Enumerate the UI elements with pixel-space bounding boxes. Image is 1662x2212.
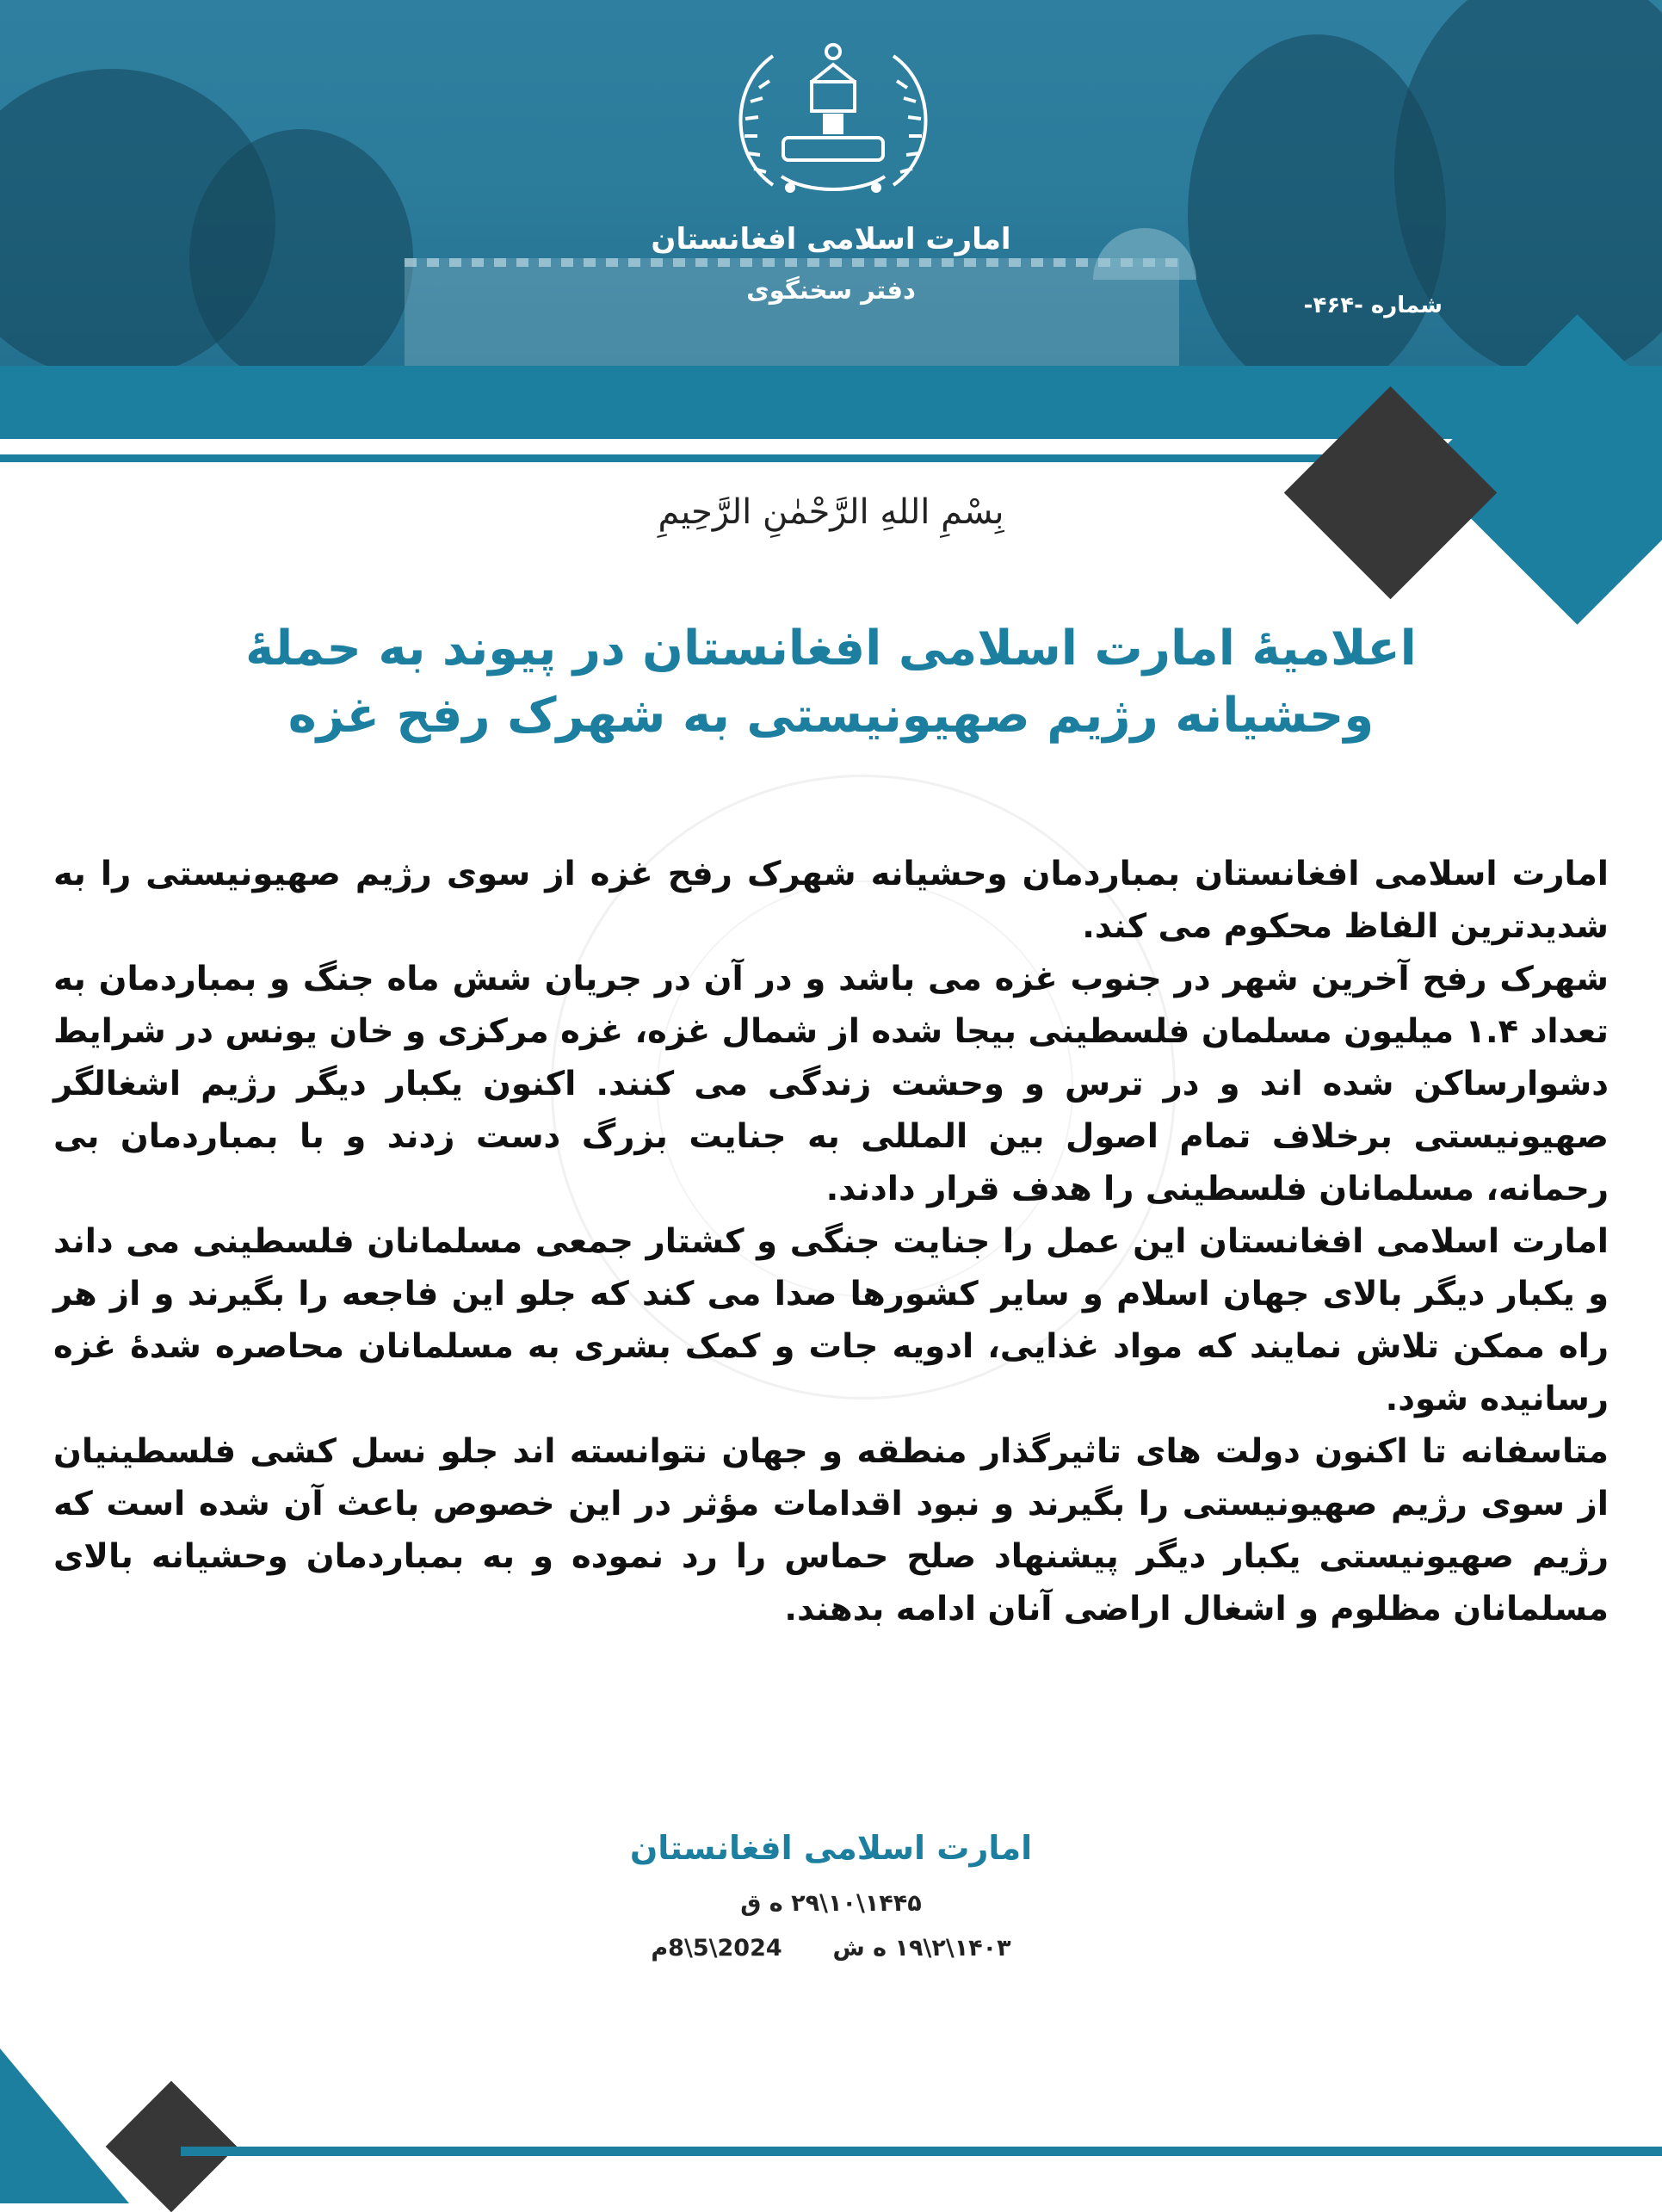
header-org-name: امارت اسلامی افغانستان [651,222,1011,256]
paragraph-4: متاسفانه تا اکنون دولت های تاثیرگذار منطقه و جهان نتوانسته اند جلو نسل کشی فلسطینیان از سوی رژیم صهیونیستی را بگیرند و نبود اقدامات مؤثر در این خصوص باعث آن شده است که رژیم صهیونیستی یکبار دیگر پیشنهاد صلح حماس را رد نموده و به بمباردمان وحشیانه بالای مسلمانان مظلوم و اشغال اراضی آنان ادامه بدهند. [53,1432,1609,1628]
emirate-emblem-icon [721,34,945,207]
date-gregorian: 2024\5\8م [651,1935,782,1962]
footer-line [181,2147,1662,2156]
title-line-2: وحشیانه رژیم صهیونیستی به شهرک رفح غزه [287,688,1375,744]
footer-teal-triangle [0,2048,129,2203]
header-divider-line [0,454,1480,462]
statement-title [103,615,1559,750]
statement-body [53,848,1609,1635]
paragraph-3: امارت اسلامی افغانستان این عمل را جنایت جنگی و کشتار جمعی مسلمانان فلسطینی می داند و یکبار دیگر بالای جهان اسلام و سایر کشورها صدا می کند که جلو این فاجعه را بگیرند و از هر راه ممکن تلاش نمایند که مواد غذایی، ادویه جات و کمک بشری به مسلمانان محاصره شدهٔ غزه رسانیده شود. [53,1222,1609,1418]
statement-number: شماره -۴۶۴- [1303,293,1443,318]
header-banner [0,0,1662,366]
basmala-calligraphy: بِسْمِ اللهِ الرَّحْمٰنِ الرَّحِيمِ [658,492,1004,532]
signature-org-name: امارت اسلامی افغانستان [629,1829,1033,1867]
palace-building [405,258,1179,366]
date-hijri-shamsi: ۱۴۰۳\۲\۱۹ ه ش [832,1935,1011,1962]
title-line-1: اعلامیهٔ امارت اسلامی افغانستان در پیوند به حملهٔ [245,621,1417,677]
paragraph-2: شهرک رفح آخرین شهر در جنوب غزه می باشد و در آن در جریان شش ماه جنگ و بمباردمان به تعداد ۱.۴ میلیون مسلمان فلسطینی بیجا شده از شمال غزه، غزه مرکزی و خان یونس در شرایط دشوارساکن شده اند و در ترس و وحشت زندگی می کنند. اکنون یکبار دیگر رژیم اشغالگر صهیونیستی برخلاف تمام اصول بین المللی به جنایت بزرگ دست زدند و با بمباردمان بی رحمانه، مسلمانان فلسطینی را هدف قرار دادند. [53,960,1609,1208]
date-solar-and-gregorian [0,1935,1662,1962]
header-office: دفتر سخنگوی [746,275,916,305]
date-hijri-qamari: ۱۴۴۵\۱۰\۲۹ ه ق [740,1890,922,1917]
paragraph-1: امارت اسلامی افغانستان بمباردمان وحشیانه شهرک رفح غزه از سوی رژیم صهیونیستی را به شدیدترین الفاظ محکوم می کند. [53,855,1609,946]
